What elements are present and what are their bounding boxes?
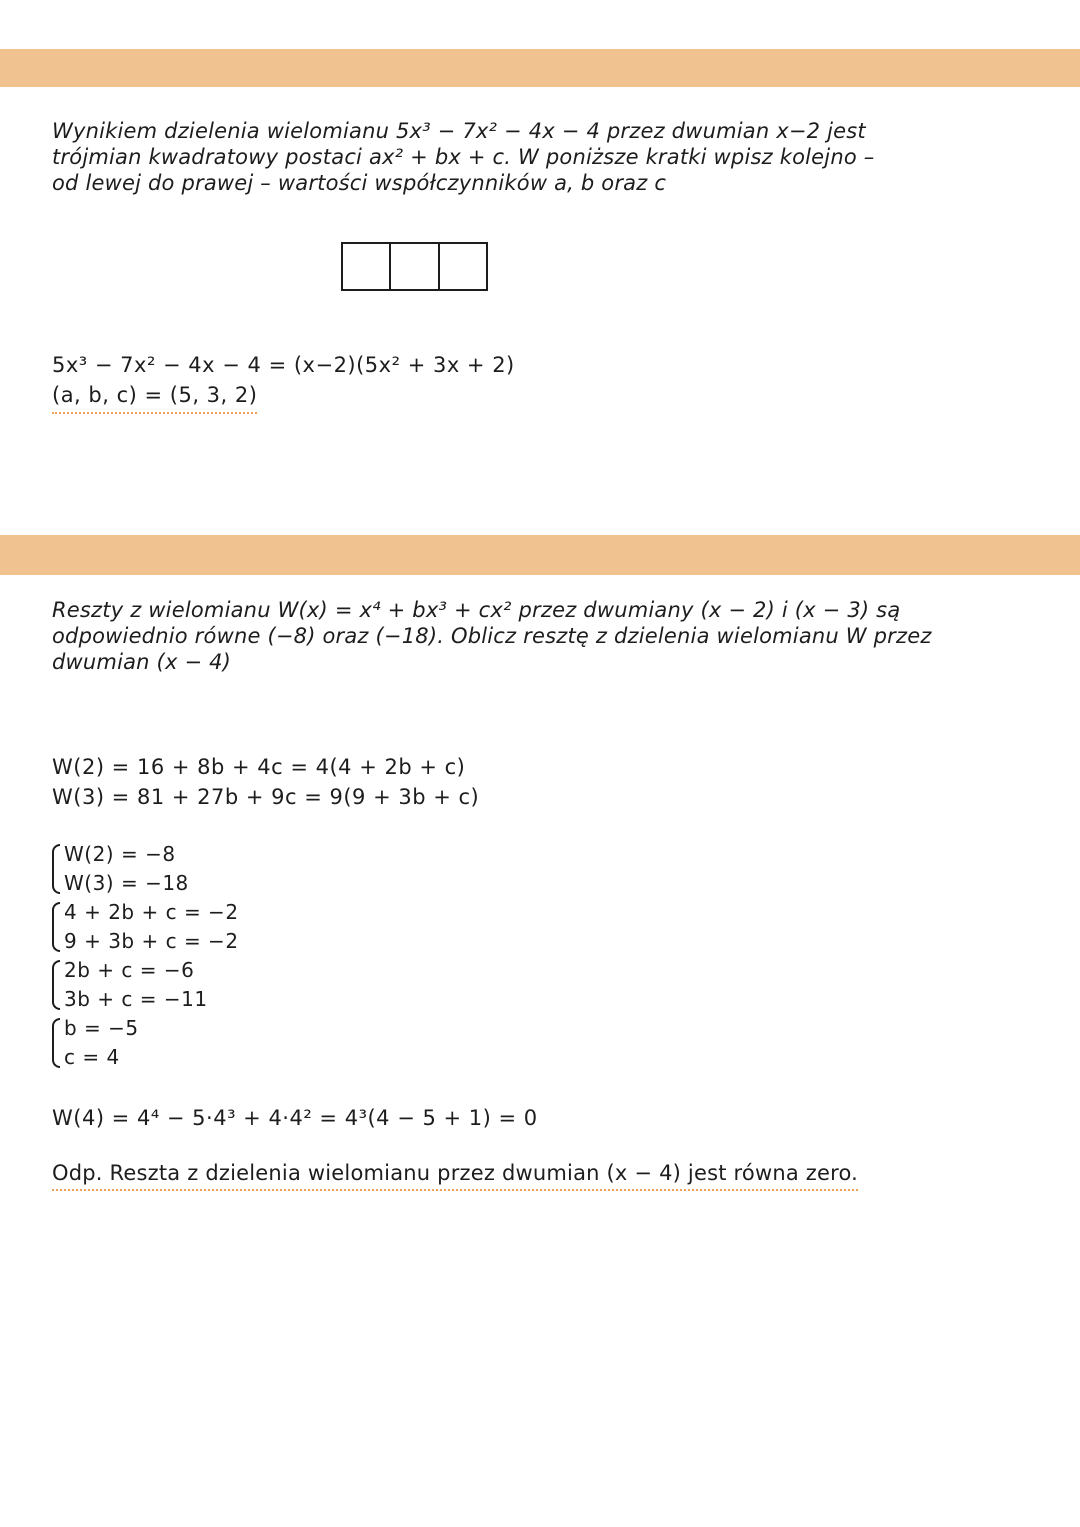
system-3-eq-2: 3b + c = −11	[64, 987, 208, 1011]
system-1-eq-2: W(3) = −18	[64, 871, 189, 895]
answer-box-a[interactable]	[343, 244, 391, 289]
task-1-statement	[52, 118, 874, 196]
system-2	[52, 898, 239, 956]
w4-calculation	[52, 1103, 538, 1133]
equation-systems	[52, 840, 239, 1072]
final-answer-text: Odp. Reszta z dzielenia wielomianu przez dwumian (x − 4) jest równa zero.	[52, 1161, 858, 1191]
system-4	[52, 1014, 239, 1072]
task-1-line-1: Wynikiem dzielenia wielomianu 5x³ − 7x² − 4x − 4 przez dwumian x−2 jest	[52, 119, 866, 143]
w2-expression: W(2) = 16 + 8b + 4c = 4(4 + 2b + c)	[52, 755, 466, 779]
system-3-eq-1: 2b + c = −6	[64, 958, 195, 982]
system-2-eq-1: 4 + 2b + c = −2	[64, 900, 239, 924]
section-header-band-2	[0, 535, 1080, 575]
w4-expression: W(4) = 4⁴ − 5·4³ + 4·4² = 4³(4 − 5 + 1) = 0	[52, 1106, 538, 1130]
system-2-eq-2: 9 + 3b + c = −2	[64, 929, 239, 953]
section-header-band-1	[0, 49, 1080, 87]
solution-1	[52, 350, 515, 414]
task-2-statement	[52, 597, 932, 675]
task-2-line-2: odpowiednio równe (−8) oraz (−18). Oblicz resztę z dzielenia wielomianu W przez	[52, 624, 932, 648]
system-3	[52, 956, 239, 1014]
task-1-line-2: trójmian kwadratowy postaci ax² + bx + c. W poniższe kratki wpisz kolejno –	[52, 145, 875, 169]
answer-box-b[interactable]	[391, 244, 439, 289]
task-2-line-3: dwumian (x − 4)	[52, 650, 232, 674]
solution-2-evaluations	[52, 752, 479, 812]
system-4-eq-1: b = −5	[64, 1016, 139, 1040]
task-2-line-1: Reszty z wielomianu W(x) = x⁴ + bx³ + cx² przez dwumiany (x − 2) i (x − 3) są	[52, 598, 901, 622]
answer-boxes	[341, 242, 488, 291]
final-answer	[52, 1160, 858, 1186]
solution-1-result: (a, b, c) = (5, 3, 2)	[52, 380, 257, 414]
solution-1-equation: 5x³ − 7x² − 4x − 4 = (x−2)(5x² + 3x + 2)	[52, 353, 515, 377]
w3-expression: W(3) = 81 + 27b + 9c = 9(9 + 3b + c)	[52, 785, 480, 809]
task-1-line-3: od lewej do prawej – wartości współczynników a, b oraz c	[52, 171, 667, 195]
answer-box-c[interactable]	[440, 244, 486, 289]
system-4-eq-2: c = 4	[64, 1045, 120, 1069]
system-1-eq-1: W(2) = −8	[64, 842, 176, 866]
system-1	[52, 840, 239, 898]
